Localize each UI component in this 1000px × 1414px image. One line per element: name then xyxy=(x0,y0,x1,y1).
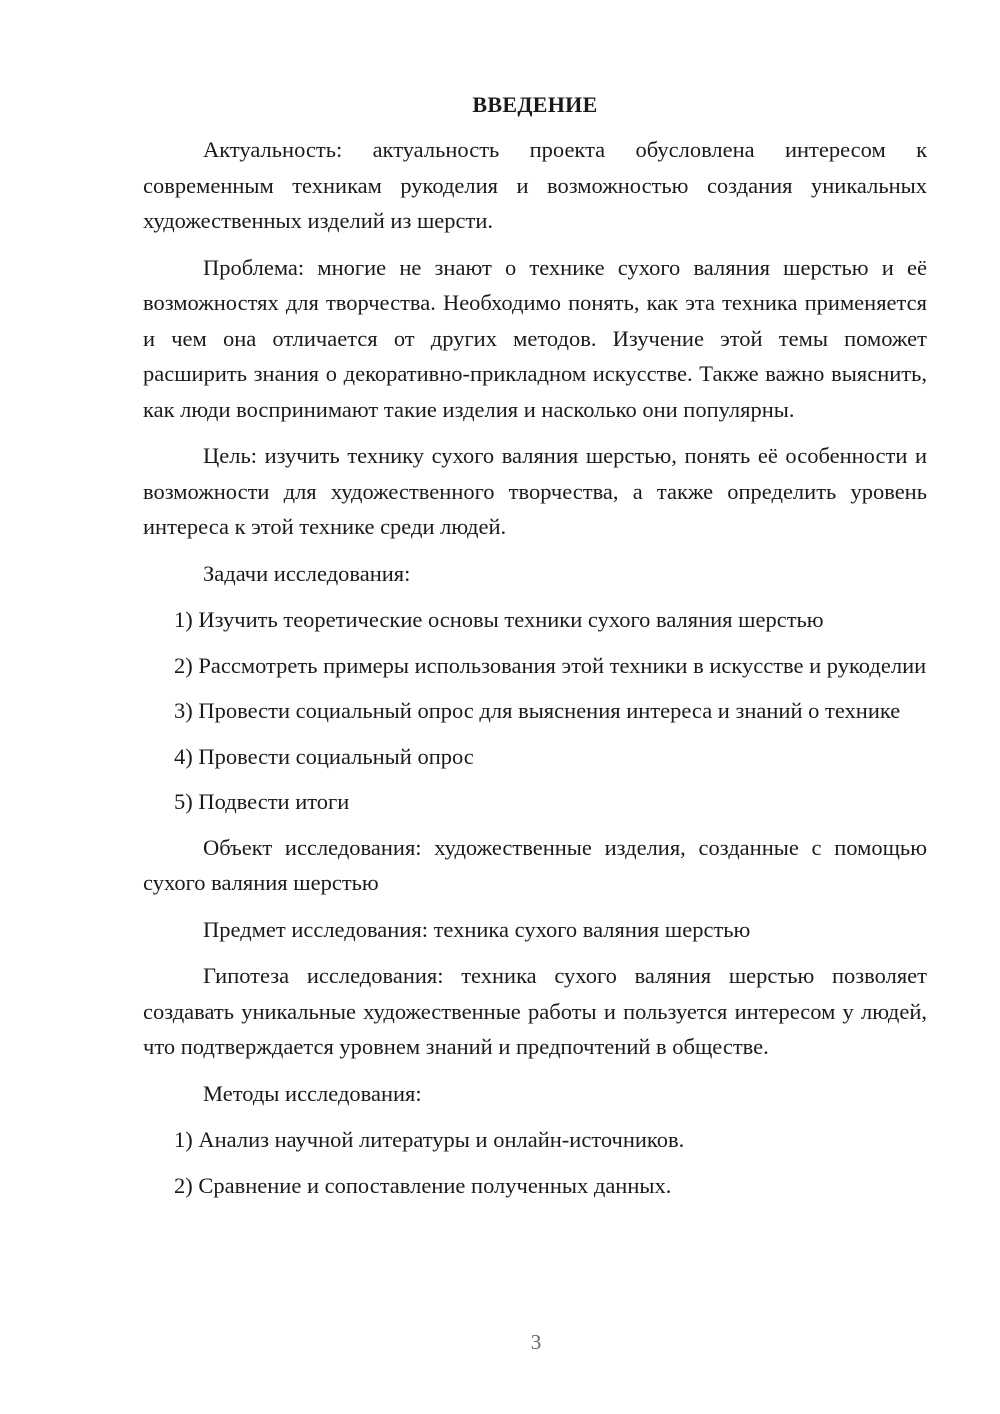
method-item-2: 2) Сравнение и сопоставление полученных данных. xyxy=(174,1172,672,1198)
task-item-1: 1) Изучить теоретические основы техники сухого валяния шерстью xyxy=(174,607,824,632)
section-heading: ВВЕДЕНИЕ xyxy=(472,92,598,117)
task-item-3: 3) Провести социальный опрос для выяснения интереса и знаний о технике xyxy=(174,698,901,723)
method-item-1: 1) Анализ научной литературы и онлайн-источников. xyxy=(174,1127,685,1152)
goal-paragraph: Цель: изучить технику сухого валяния шерстью, понять её особенности и возможности для художественного творчества, а также определить уровень интереса к этой технике среди людей. xyxy=(143,443,927,539)
page-content xyxy=(143,92,927,1213)
task-item-5: 5) Подвести итоги xyxy=(174,789,350,814)
hypothesis-paragraph: Гипотеза исследования: техника сухого валяния шерстью позволяет создавать уникальные художественные работы и пользуется интересом у людей, что подтверждается уровнем знаний и предпочтений в обществе. xyxy=(143,963,927,1059)
relevance-paragraph: Актуальность: актуальность проекта обусловлена интересом к современным техникам рукоделия и возможностью создания уникальных художественных изделий из шерсти. xyxy=(143,137,927,233)
object-paragraph: Объект исследования: художественные изделия, созданные с помощью сухого валяния шерстью xyxy=(143,834,927,895)
page-number: 3 xyxy=(530,1330,542,1354)
problem-paragraph: Проблема: многие не знают о технике сухого валяния шерстью и её возможностях для творчества. Необходимо понять, как эта техника применяется и чем она отличается от других методов. Изучение этой темы поможет расширить знания о декоративно-прикладном искусстве. Также важно выяснить, как люди воспринимают такие изделия и насколько они популярны. xyxy=(143,254,927,422)
task-item-4: 4) Провести социальный опрос xyxy=(174,743,474,769)
subject-paragraph: Предмет исследования: техника сухого валяния шерстью xyxy=(203,916,751,942)
task-item-2: 2) Рассмотреть примеры использования этой техники в искусстве и рукоделии xyxy=(174,652,927,678)
methods-title: Методы исследования: xyxy=(203,1080,422,1106)
tasks-title: Задачи исследования: xyxy=(203,560,411,586)
